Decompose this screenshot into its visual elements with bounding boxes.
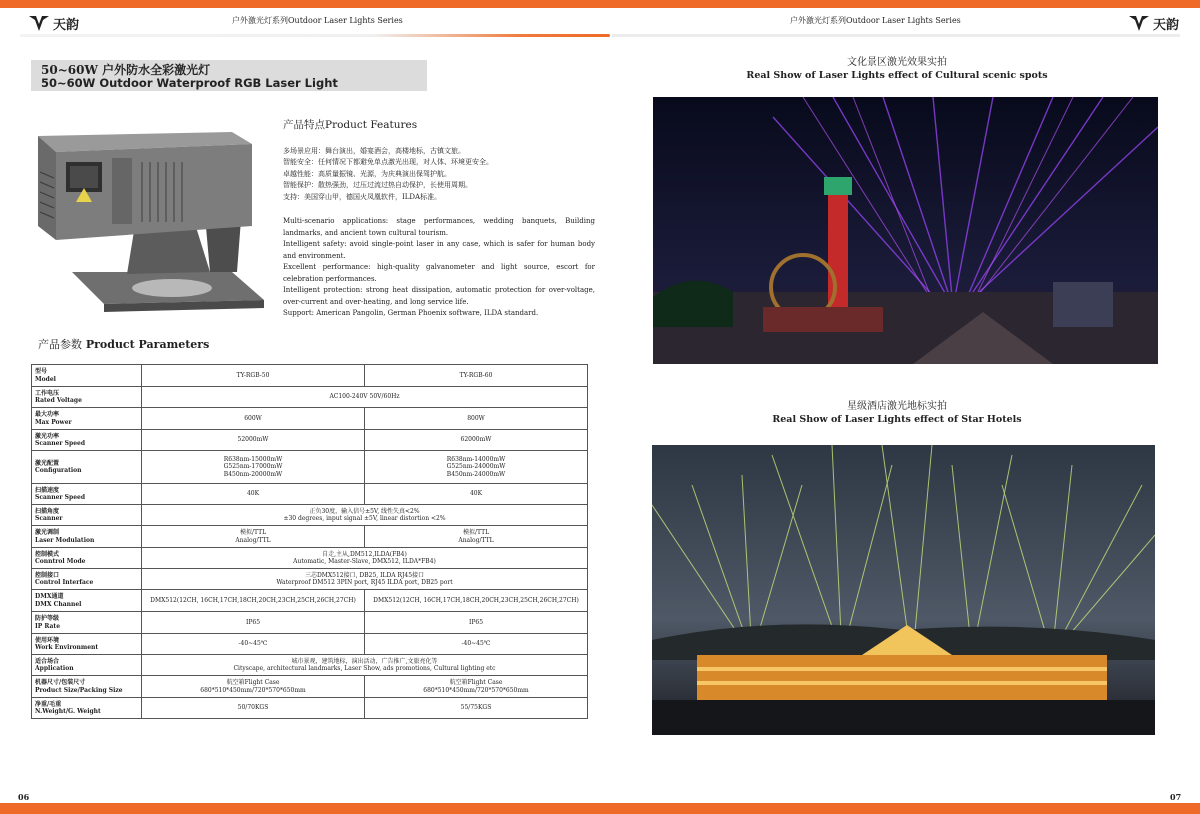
param-row [32, 505, 588, 526]
bottom-accent-bar [0, 803, 1200, 814]
param-label-en: Work Environment [35, 644, 99, 651]
photo2-caption-cn: 星级酒店激光地标实拍 [847, 401, 947, 412]
photo1-caption-cn: 文化景区激光效果实拍 [847, 57, 947, 68]
param-label-en: Rated Voltage [35, 397, 82, 404]
brand-logo-left [28, 12, 79, 34]
param-value: R638nm-15000mW G525nm-17000mW B450nm-20000mW [142, 451, 365, 484]
feature-en-item: Excellent performance: high-quality galvanometer and light source, escort for celebration performances. [283, 263, 595, 283]
param-value: TY-RGB-50 [142, 365, 365, 387]
param-value: 正负30度，输入信号±5V, 线性失真<2% ±30 degrees, input signal ±5V, linear distortion <2% [142, 505, 588, 526]
param-label-cn: 机器尺寸/包装尺寸 [35, 679, 86, 686]
param-value: 模拟/TTL Analog/TTL [365, 526, 588, 548]
param-label-cn: 最大功率 [35, 411, 60, 418]
features-en-list [283, 216, 595, 320]
param-label-cn: 控制接口 [35, 571, 60, 579]
param-label [32, 698, 142, 719]
param-value: 航空箱Flight Case 680*510*450mm/720*570*650mm [142, 676, 365, 698]
param-label [32, 655, 142, 676]
param-value: 模拟/TTL Analog/TTL [142, 526, 365, 548]
brand-name-right: 天韵 [1153, 17, 1180, 33]
param-row [32, 612, 588, 634]
param-row [32, 365, 588, 387]
features-title: 产品特点Product Features [283, 119, 418, 131]
page-number-left: 06 [18, 792, 30, 802]
feature-en-item: Support: American Pangolin, German Phoenix software, ILDA standard. [283, 309, 539, 317]
product-title-en: 50~60W Outdoor Waterproof RGB Laser Light [41, 76, 338, 90]
param-row [32, 430, 588, 451]
param-value: 800W [365, 408, 588, 430]
photo1-caption-en: Real Show of Laser Lights effect of Cultural scenic spots [746, 70, 1048, 81]
param-row [32, 408, 588, 430]
param-row [32, 655, 588, 676]
param-value: 40K [365, 484, 588, 505]
param-label-cn: 激光配置 [35, 459, 60, 467]
brand-name-left: 天韵 [53, 17, 80, 33]
param-row [32, 387, 588, 408]
param-value: 600W [142, 408, 365, 430]
param-value: DMX512(12CH, 16CH,17CH,18CH,20CH,23CH,25CH,26CH,27CH) [142, 590, 365, 612]
param-label [32, 612, 142, 634]
param-label-cn: 防护等级 [35, 615, 60, 622]
param-label [32, 451, 142, 484]
param-label [32, 548, 142, 569]
param-label [32, 569, 142, 590]
param-label [32, 505, 142, 526]
params-title [38, 336, 209, 352]
param-label-en: Configuration [35, 467, 82, 474]
brand-emblem-icon [28, 14, 50, 32]
param-label-en: Control Interface [35, 579, 94, 586]
feature-cn-item: 智能安全：任何情况下都避免单点激光出现，对人体、环境更安全。 [283, 158, 493, 167]
param-row [32, 590, 588, 612]
product-title-box [31, 60, 427, 91]
product-title-cn: 50~60W 户外防水全彩激光灯 [41, 63, 211, 77]
feature-cn-item: 支持：美国穿山甲，德国火凤凰软件，ILDA标准。 [283, 192, 442, 201]
product-image [32, 122, 274, 322]
param-value: -40~45℃ [142, 634, 365, 655]
param-label [32, 430, 142, 451]
param-value: AC100-240V 50V/60Hz [142, 387, 588, 408]
brand-emblem-icon [1128, 14, 1150, 32]
param-row [32, 634, 588, 655]
feature-en-item: Multi-scenario applications: stage performances, wedding banquets, Building landmarks, and ancient town cultural tourism. [283, 217, 595, 237]
param-label-en: Laser Modulation [35, 536, 95, 544]
param-label-cn: DMX通道 [35, 593, 64, 600]
photo1-caption [647, 56, 1147, 82]
param-value: 城市景观，建筑地标，演出活动，广告推广,文旅亮化等 Cityscape, architectural landmarks, Laser Show, ads promotions, Cultural lighting etc [142, 655, 588, 676]
param-row [32, 676, 588, 698]
param-value: IP65 [365, 612, 588, 634]
param-value: IP65 [142, 612, 365, 634]
series-header-left: 户外激光灯系列Outdoor Laser Lights Series [232, 16, 403, 25]
param-row [32, 548, 588, 569]
param-label-cn: 工作电压 [35, 389, 60, 397]
param-value: TY-RGB-60 [365, 365, 588, 387]
brand-logo-right [1128, 12, 1179, 34]
page-number-right: 07 [1170, 792, 1182, 802]
param-label-en: Model [35, 375, 56, 383]
param-label-cn: 激光功率 [35, 432, 60, 440]
param-label [32, 590, 142, 612]
param-label-cn: 扫描角度 [35, 507, 60, 515]
param-label-cn: 净重/毛重 [35, 700, 62, 708]
param-label-en: Product Size/Packing Size [35, 686, 123, 694]
param-row [32, 698, 588, 719]
param-value: DMX512(12CH, 16CH,17CH,18CH,20CH,23CH,25CH,26CH,27CH) [365, 590, 588, 612]
param-value: R638nm-14000mW G525nm-24000mW B450nm-24000mW [365, 451, 588, 484]
photo2-caption [647, 400, 1147, 426]
params-title-cn: 产品参数 [38, 338, 82, 351]
param-label-cn: 型号 [35, 368, 48, 375]
param-value: 40K [142, 484, 365, 505]
param-value: 62000mW [365, 430, 588, 451]
top-accent-bar [0, 0, 1200, 8]
param-label-en: N.Weight/G. Weight [35, 708, 101, 715]
param-row [32, 526, 588, 548]
param-label-cn: 激光调制 [35, 529, 60, 536]
param-label [32, 634, 142, 655]
param-label-en: Conntrol Mode [35, 558, 86, 565]
param-label-en: Application [35, 665, 74, 672]
features-cn-list [283, 146, 593, 203]
parameters-table [31, 364, 588, 719]
param-label-cn: 适合场合 [35, 657, 60, 665]
param-label-en: IP Rate [35, 622, 61, 630]
param-label-en: Scanner Speed [35, 440, 86, 447]
param-value: 航空箱Flight Case 680*510*450mm/720*570*650mm [365, 676, 588, 698]
param-label-en: Scanner Speed [35, 494, 86, 501]
param-label-en: Scanner [35, 515, 63, 522]
photo2-caption-en: Real Show of Laser Lights effect of Star Hotels [772, 414, 1022, 425]
param-value: 自走,主从,DM512,ILDA(FB4) Automatic, Master-Slave, DMX512, ILDA*FB4) [142, 548, 588, 569]
param-value: 50/70KGS [142, 698, 365, 719]
params-title-en: Product Parameters [85, 338, 210, 351]
param-label [32, 526, 142, 548]
param-value: 三芯DMX512接口, DB25, ILDA RJ45接口 Waterproof DM512 3PIN port, RJ45 ILDA port, DB25 port [142, 569, 588, 590]
series-header-right: 户外激光灯系列Outdoor Laser Lights Series [790, 16, 961, 25]
header-rule-left [20, 34, 610, 37]
param-row [32, 484, 588, 505]
feature-en-item: Intelligent safety: avoid single-point laser in any case, which is safer for human body and environment. [283, 240, 595, 260]
hotel-laser-photo [652, 445, 1155, 735]
param-value: -40~45℃ [365, 634, 588, 655]
param-label-cn: 控制模式 [35, 550, 60, 558]
param-value: 55/75KGS [365, 698, 588, 719]
param-label [32, 387, 142, 408]
param-label-en: Max Power [35, 418, 72, 426]
feature-en-item: Intelligent protection: strong heat dissipation, automatic protection for over-voltage, over-current and over-heating, and long service life. [283, 286, 595, 306]
feature-cn-item: 智能保护：散热强劲，过压过流过热自动保护，长使用周期。 [283, 181, 472, 190]
param-row [32, 451, 588, 484]
param-label-cn: 扫描速度 [35, 486, 60, 494]
param-label-en: DMX Channel [35, 600, 82, 608]
param-label [32, 408, 142, 430]
param-label-cn: 使用环境 [35, 636, 60, 644]
param-row [32, 569, 588, 590]
param-value: 52000mW [142, 430, 365, 451]
param-label [32, 676, 142, 698]
feature-cn-item: 多场景应用：舞台演出，婚宴酒会，高楼地标，古镇文旅。 [283, 147, 465, 155]
param-label [32, 484, 142, 505]
param-label [32, 365, 142, 387]
feature-cn-item: 卓越性能：高质量振镜、光源，为庆典演出保驾护航。 [283, 169, 451, 178]
scenic-spot-laser-photo [653, 97, 1158, 364]
header-rule-right [612, 34, 1180, 37]
